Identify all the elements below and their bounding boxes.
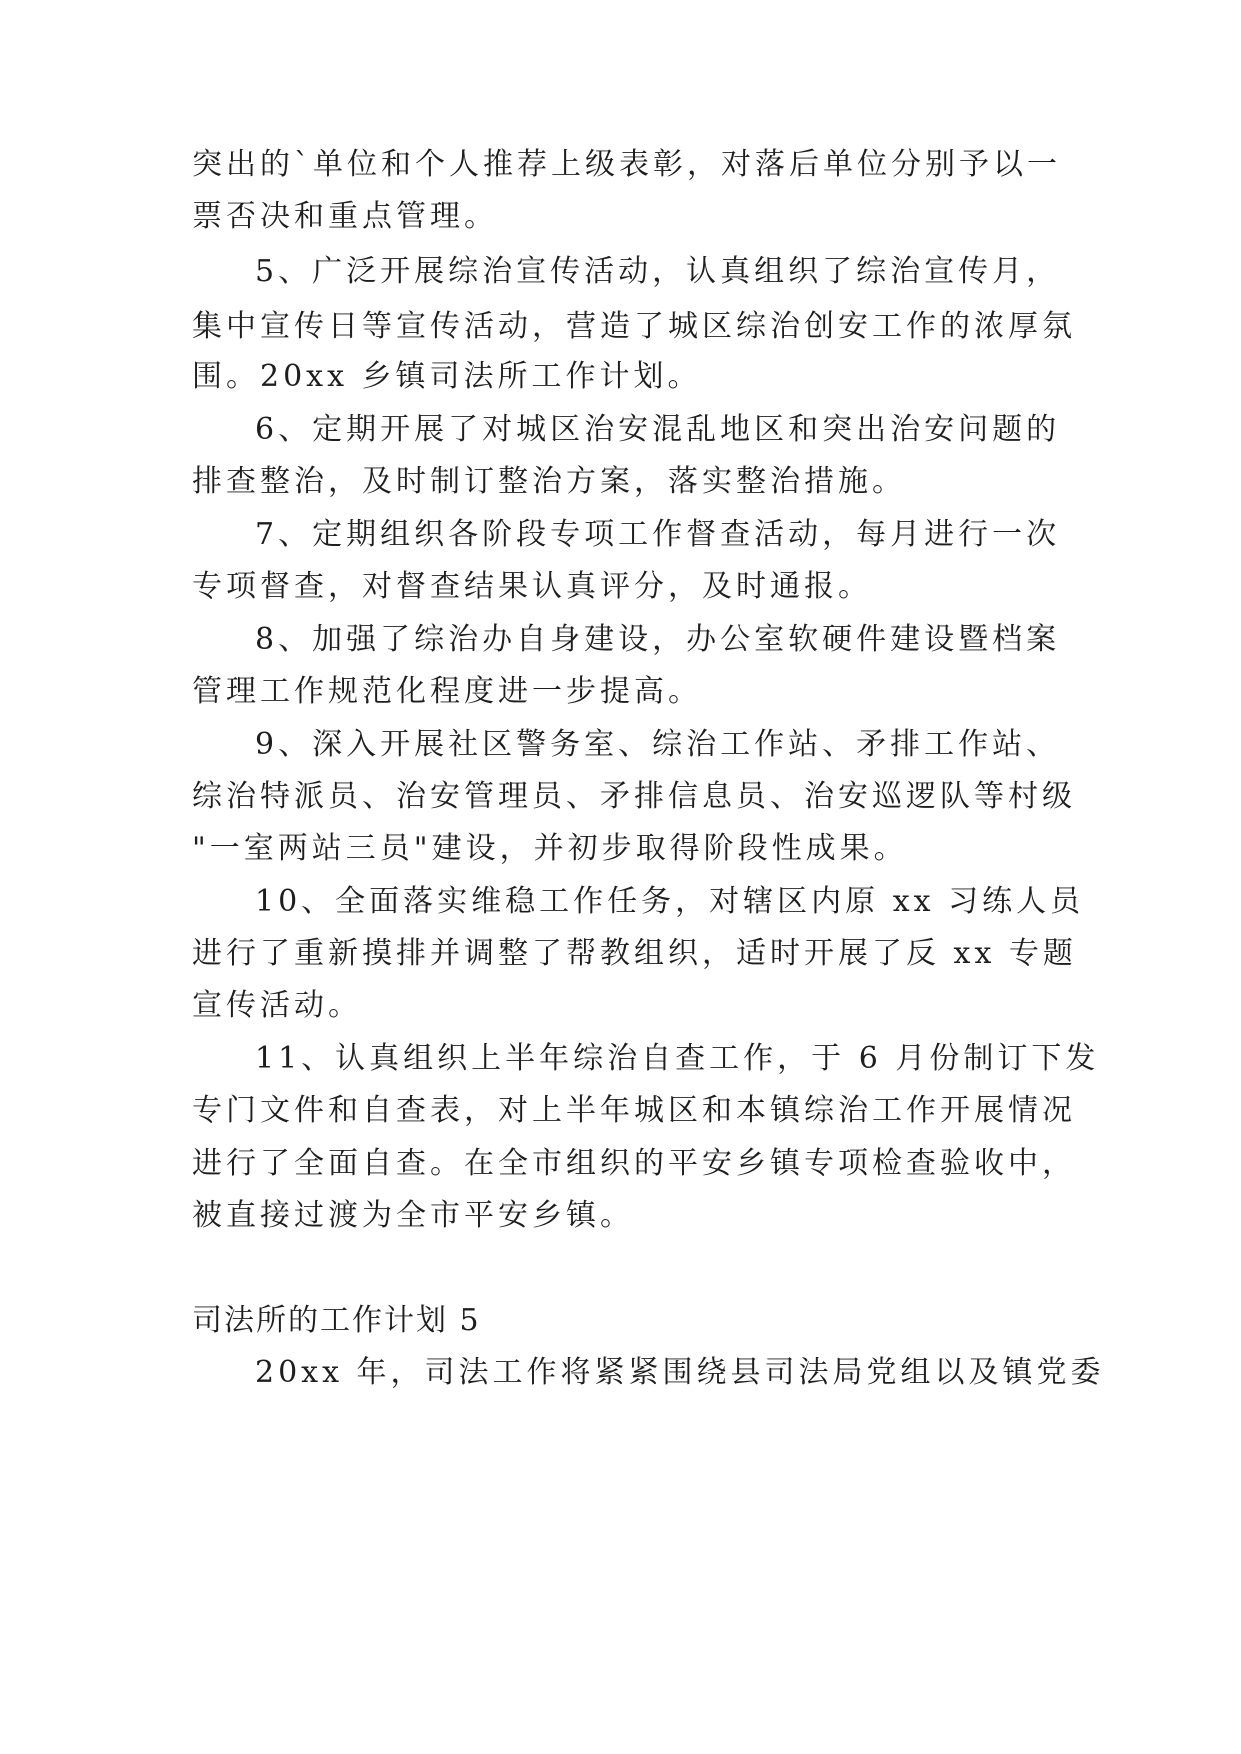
paragraph-line: 集中宣传日等宣传活动，营造了城区综治创安工作的浓厚氛 [192, 309, 1076, 344]
paragraph-line: 11、认真组织上半年综治自查工作，于 6 月份制订下发 [255, 1041, 1100, 1076]
paragraph-line: "一室两站三员"建设，并初步取得阶段性成果。 [192, 831, 908, 866]
paragraph-line: 排查整治，及时制订整治方案，落实整治措施。 [192, 464, 906, 499]
paragraph-line: 专项督查，对督查结果认真评分，及时通报。 [192, 569, 872, 604]
paragraph-line: 被直接过渡为全市平安乡镇。 [192, 1198, 634, 1233]
paragraph-line: 宣传活动。 [192, 988, 362, 1023]
paragraph-line: 5、广泛开展综治宣传活动，认真组织了综治宣传月， [255, 254, 1061, 289]
paragraph-line: 管理工作规范化程度进一步提高。 [192, 674, 702, 709]
paragraph-line: 8、加强了综治办自身建设，办公室软硬件建设暨档案 [255, 622, 1061, 657]
paragraph-line: 9、深入开展社区警务室、综治工作站、矛排工作站、 [255, 727, 1061, 762]
paragraph-line: 进行了重新摸排并调整了帮教组织，适时开展了反 xx 专题 [192, 936, 1077, 971]
paragraph-line: 进行了全面自查。在全市组织的平安乡镇专项检查验收中， [192, 1146, 1076, 1181]
paragraph-line: 综治特派员、治安管理员、矛排信息员、治安巡逻队等村级 [192, 779, 1076, 814]
paragraph-line: 专门文件和自查表，对上半年城区和本镇综治工作开展情况 [192, 1093, 1076, 1128]
paragraph-line: 票否决和重点管理。 [192, 199, 498, 234]
paragraph-line: 围。20xx 乡镇司法所工作计划。 [192, 359, 702, 394]
paragraph-line: 10、全面落实维稳工作任务，对辖区内原 xx 习练人员 [255, 884, 1085, 919]
paragraph-line: 突出的`单位和个人推荐上级表彰，对落后单位分别予以一 [192, 147, 1061, 182]
paragraph-line: 6、定期开展了对城区治安混乱地区和突出治安问题的 [255, 412, 1061, 447]
section-heading: 司法所的工作计划 5 [192, 1303, 481, 1338]
paragraph-line: 20xx 年，司法工作将紧紧围绕县司法局党组以及镇党委 [255, 1355, 1105, 1390]
paragraph-line: 7、定期组织各阶段专项工作督查活动，每月进行一次 [255, 517, 1061, 552]
